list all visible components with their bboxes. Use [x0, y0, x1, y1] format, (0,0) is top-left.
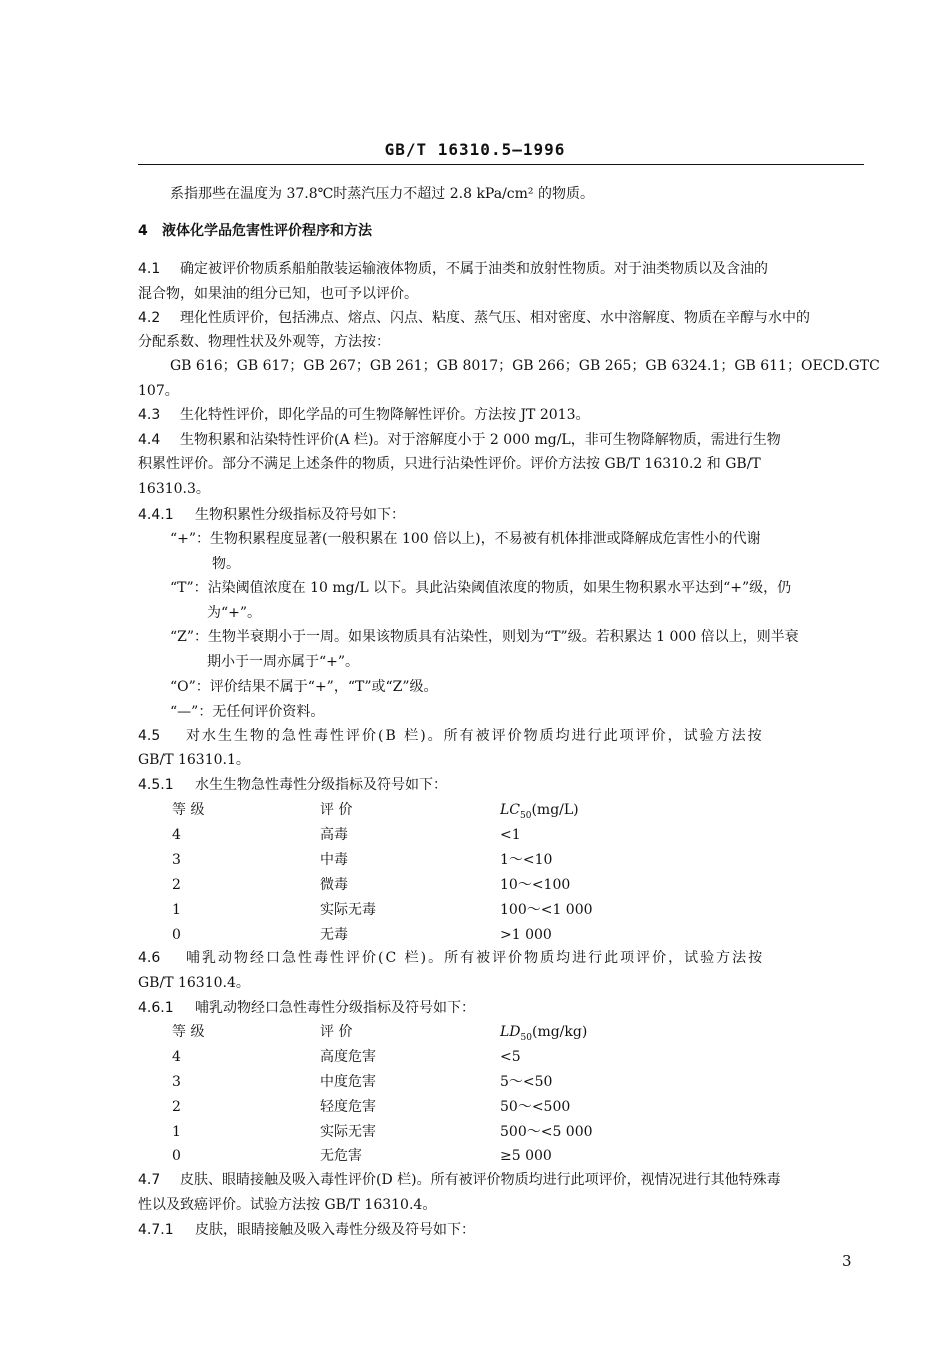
- s4-5-line1: 对水生生物的急性毒性评价(B 栏)。所有被评价物质均进行此项评价，试验方法按: [186, 728, 764, 744]
- s4-5-number: 4.5: [138, 728, 161, 744]
- table-row-grade: 2: [172, 877, 181, 893]
- s4-6-1-number: 4.6.1: [138, 1000, 174, 1016]
- table-row-value: <1: [500, 827, 521, 843]
- table-row-value: ≥5 000: [500, 1148, 552, 1164]
- s4-4-line3: 16310.3。: [138, 481, 210, 497]
- s4-4-line1: 生物积累和沾染特性评价(A 栏)。对于溶解度小于 2 000 mg/L，非可生物降解物质，需进行生物: [180, 432, 781, 448]
- table-row-rating: 中毒: [320, 852, 348, 868]
- intro-line: 系指那些在温度为 37.8℃时蒸汽压力不超过 2.8 kPa/cm² 的物质。: [170, 186, 594, 202]
- s4-2-line3: GB 616；GB 617；GB 267；GB 261；GB 8017；GB 266；GB 265；GB 6324.1；GB 611；OECD.GTC: [170, 358, 880, 374]
- s4-2-number: 4.2: [138, 310, 161, 326]
- s4-6-number: 4.6: [138, 950, 161, 966]
- table-row-rating: 高度危害: [320, 1049, 376, 1065]
- s4-7-line2: 性以及致癌评价。试验方法按 GB/T 16310.4。: [138, 1197, 437, 1213]
- table-row-grade: 4: [172, 1049, 181, 1065]
- table-row-rating: 中度危害: [320, 1074, 376, 1090]
- ld-label: LD: [500, 1024, 521, 1040]
- t-line1: “T”：沾染阈值浓度在 10 mg/L 以下。具此沾染阈值浓度的物质，如果生物积累水平达到“+”级，仍: [170, 580, 792, 596]
- table-header-rating: 评 价: [320, 1024, 353, 1040]
- plus-line1: “+”：生物积累程度显著(一般积累在 100 倍以上)，不易被有机体排泄或降解成危害性小的代谢: [170, 531, 761, 547]
- s4-2-line1: 理化性质评价，包括沸点、熔点、闪点、粘度、蒸气压、相对密度、水中溶解度、物质在辛醇与水中的: [180, 310, 810, 326]
- table-header-rating: 评 价: [320, 802, 353, 818]
- z-line1: “Z”：生物半衰期小于一周。如果该物质具有沾染性，则划为“T”级。若积累达 1 000 倍以上，则半衰: [170, 629, 799, 645]
- table-row-value: 1～<10: [500, 852, 553, 868]
- s4-7-line1: 皮肤、眼睛接触及吸入毒性评价(D 栏)。所有被评价物质均进行此项评价，视情况进行其他特殊毒: [180, 1172, 781, 1188]
- s4-4-1-number: 4.4.1: [138, 507, 174, 523]
- table-row-grade: 4: [172, 827, 181, 843]
- s4-5-line2: GB/T 16310.1。: [138, 752, 250, 768]
- table-row-value: 100～<1 000: [500, 902, 593, 918]
- section-4-title: 液体化学品危害性评价程序和方法: [162, 223, 372, 239]
- s4-1-number: 4.1: [138, 261, 161, 277]
- s4-2-line4: 107。: [138, 383, 179, 399]
- table-row-rating: 轻度危害: [320, 1099, 376, 1115]
- page-number: 3: [842, 1252, 852, 1270]
- table-row-grade: 2: [172, 1099, 181, 1115]
- s4-1-line1: 确定被评价物质系船舶散装运输液体物质，不属于油类和放射性物质。对于油类物质以及含油的: [180, 261, 768, 277]
- table-row-value: 10～<100: [500, 877, 571, 893]
- s4-7-1-number: 4.7.1: [138, 1222, 174, 1238]
- table-header-grade: 等 级: [172, 1024, 205, 1040]
- table-row-rating: 无毒: [320, 927, 348, 943]
- ld-subscript: 50: [520, 1032, 532, 1043]
- s4-5-1-line1: 水生生物急性毒性分级指标及符号如下：: [195, 777, 447, 793]
- s4-7-number: 4.7: [138, 1172, 161, 1188]
- table-row-rating: 无危害: [320, 1148, 362, 1164]
- s4-6-1-line1: 哺乳动物经口急性毒性分级指标及符号如下：: [195, 1000, 475, 1016]
- table-header-ld50: [500, 1023, 587, 1047]
- o-line: “O”：评价结果不属于“+”，“T”或“Z”级。: [170, 679, 438, 695]
- table-row-rating: 高毒: [320, 827, 348, 843]
- dash-line: “—”：无任何评价资料。: [170, 704, 325, 720]
- table-row-rating: 微毒: [320, 877, 348, 893]
- plus-line2: 物。: [212, 556, 240, 572]
- table-row-value: 50～<500: [500, 1099, 571, 1115]
- lc-unit: (mg/L): [531, 802, 579, 818]
- s4-1-line2: 混合物，如果油的组分已知，也可予以评价。: [138, 286, 418, 302]
- table-row-grade: 0: [172, 1148, 181, 1164]
- lc-subscript: 50: [520, 810, 532, 821]
- s4-3-line1: 生化特性评价，即化学品的可生物降解性评价。方法按 JT 2013。: [180, 407, 590, 423]
- z-line2: 期小于一周亦属于“+”。: [207, 654, 360, 670]
- table-row-rating: 实际无害: [320, 1124, 376, 1140]
- table-row-grade: 3: [172, 1074, 181, 1090]
- table-row-grade: 3: [172, 852, 181, 868]
- section-4-number: 4: [138, 223, 148, 239]
- s4-6-line1: 哺乳动物经口急性毒性评价(C 栏)。所有被评价物质均进行此项评价，试验方法按: [186, 950, 765, 966]
- s4-7-1-line1: 皮肤，眼睛接触及吸入毒性分级及符号如下：: [195, 1222, 475, 1238]
- s4-6-line2: GB/T 16310.4。: [138, 975, 250, 991]
- table-row-grade: 1: [172, 1124, 181, 1140]
- lc-label: LC: [500, 802, 521, 818]
- table-row-grade: 1: [172, 902, 181, 918]
- ld-unit: (mg/kg): [531, 1024, 588, 1040]
- table-row-rating: 实际无毒: [320, 902, 376, 918]
- table-row-value: <5: [500, 1049, 521, 1065]
- s4-4-1-line1: 生物积累性分级指标及符号如下：: [195, 507, 405, 523]
- s4-4-line2: 积累性评价。部分不满足上述条件的物质，只进行沾染性评价。评价方法按 GB/T 16310.2 和 GB/T: [138, 456, 761, 472]
- s4-5-1-number: 4.5.1: [138, 777, 174, 793]
- table-row-value: 500～<5 000: [500, 1124, 593, 1140]
- table-header-lc50: [500, 801, 579, 825]
- t-line2: 为“+”。: [207, 605, 262, 621]
- s4-3-number: 4.3: [138, 407, 161, 423]
- table-row-value: 5～<50: [500, 1074, 553, 1090]
- header-title: GB/T 16310.5—1996: [384, 140, 566, 159]
- s4-2-line2: 分配系数、物理性状及外观等，方法按：: [138, 334, 390, 350]
- table-row-value: >1 000: [500, 927, 552, 943]
- header-rule: [138, 164, 864, 165]
- table-row-grade: 0: [172, 927, 181, 943]
- s4-4-number: 4.4: [138, 432, 161, 448]
- table-header-grade: 等 级: [172, 802, 205, 818]
